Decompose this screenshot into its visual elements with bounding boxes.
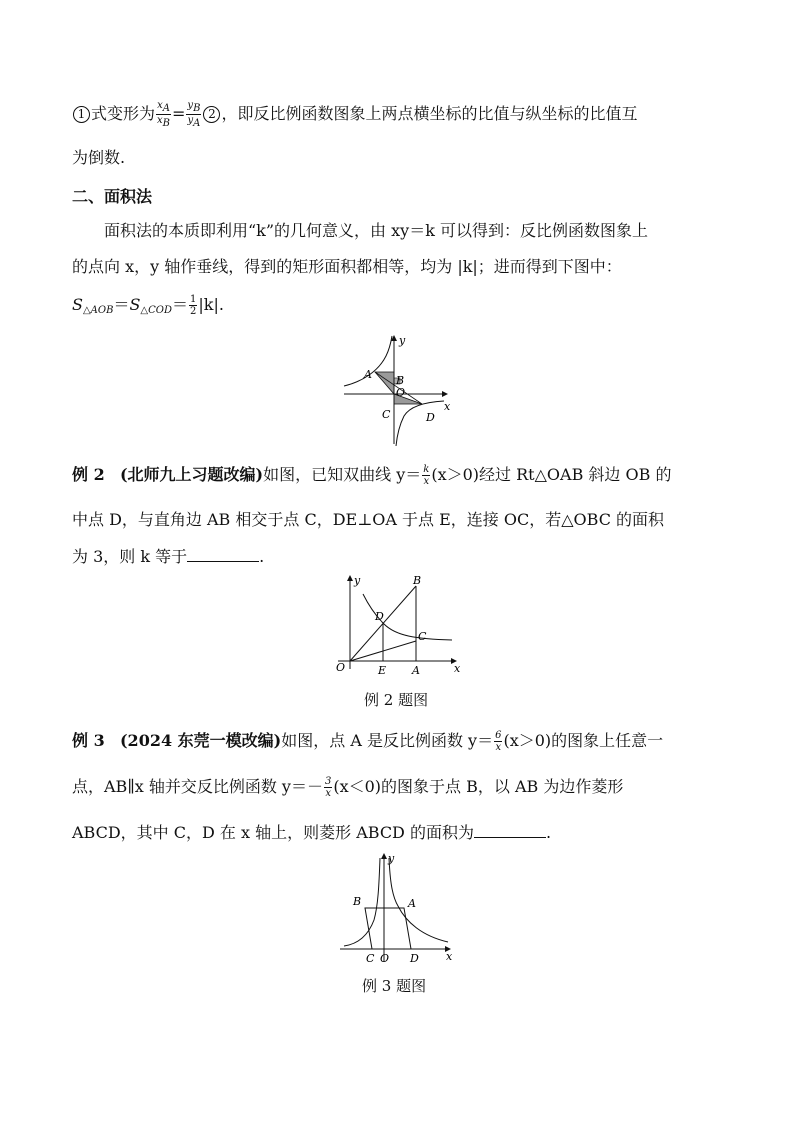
paragraph-2-line-2: 的点向 x，y 轴作垂线，得到的矩形面积都相等，均为 |k|；进而得到下图中：	[72, 257, 622, 276]
example-3-line-1: 例 3 (2024 东莞一模改编)如图，点 A 是反比例函数 y＝ $\frac{6}{x}$ (x＞0)的图象上任意一	[72, 730, 664, 753]
circled-number-2: 2	[203, 106, 220, 123]
figure-2-caption: 例 2 题图	[364, 691, 429, 709]
label-A: A	[408, 897, 416, 910]
p1-after: ，即反比例函数图象上两点横坐标的比值与纵坐标的比值互	[221, 104, 638, 123]
paragraph-2-line-1: 面积法的本质即利用“k”的几何意义，由 xy＝k 可以得到：反比例函数图象上	[104, 221, 648, 240]
label-A: A	[412, 664, 420, 674]
label-y: y	[399, 334, 406, 347]
label-x: x	[444, 400, 451, 413]
label-C: C	[418, 630, 427, 643]
fraction-3-x: $\frac{3}{x}$	[324, 776, 332, 799]
fraction-k-x: $\frac{k}{x}$	[423, 464, 430, 487]
label-B: B	[413, 574, 422, 587]
example-3-source: (2024 东莞一模改编)	[119, 731, 282, 750]
label-D: D	[426, 411, 435, 424]
label-x: x	[454, 662, 461, 674]
figure-2-right-triangle	[326, 572, 466, 674]
label-C: C	[366, 952, 375, 965]
answer-blank-2[interactable]	[187, 545, 259, 562]
label-D: D	[410, 952, 419, 965]
p1-before: 式变形为	[91, 104, 156, 123]
fraction-one-half: $\frac{1}{2}$	[190, 294, 197, 317]
equals-sign: =	[172, 104, 186, 123]
example-3-line-3: ABCD，其中 C，D 在 x 轴上，则菱形 ABCD 的面积为 .	[72, 823, 552, 842]
hyperbola-right-branch	[389, 858, 448, 942]
label-B: B	[353, 895, 362, 908]
example-2-line-3: 为 3，则 k 等于 .	[72, 547, 265, 566]
x-arrow-icon	[442, 391, 448, 397]
label-x: x	[446, 950, 453, 963]
label-E: E	[378, 664, 387, 674]
answer-blank-3[interactable]	[474, 821, 546, 838]
label-D: D	[375, 610, 384, 623]
label-A: A	[364, 368, 372, 381]
label-O: O	[336, 661, 346, 674]
y-arrow-icon	[347, 575, 353, 581]
label-y: y	[388, 852, 395, 865]
fraction-6-x: $\frac{6}{x}$	[495, 730, 502, 753]
hyperbola-left-branch	[344, 858, 380, 946]
label-O: O	[396, 386, 406, 399]
example-2-line-2: 中点 D，与直角边 AB 相交于点 C，DE⊥OA 于点 E，连接 OC，若△OBC 的面积	[72, 510, 665, 529]
label-B: B	[396, 374, 405, 387]
fraction-yb-ya: $\frac{yB}{yA}$	[187, 100, 201, 129]
figure-3-caption: 例 3 题图	[362, 977, 427, 995]
example-2-line-1: 例 2 (北师九上习题改编)如图，已知双曲线 y＝ $\frac{k}{x}$ (x＞0)经过 Rt△OAB 斜边 OB 的	[72, 464, 672, 487]
figure-3-rhombus	[336, 850, 460, 966]
example-2-label: 例 2	[72, 465, 105, 484]
hyperbola-branch-right	[396, 401, 444, 446]
y-arrow-icon	[381, 853, 387, 859]
paragraph-2-line-3: $S_{\triangle AOB}=S_{\triangle COD}=$ $\frac{1}{2}$ |k|.	[72, 294, 224, 317]
example-3-line-2: 点，AB∥x 轴并交反比例函数 y＝－ $\frac{3}{x}$ (x＜0)的图象于点 B，以 AB 为边作菱形	[72, 776, 624, 799]
circled-number-1: 1	[73, 106, 90, 123]
label-C: C	[382, 408, 391, 421]
rhombus-abcd	[365, 908, 411, 949]
figure-1-hyperbola-areas	[336, 330, 461, 450]
example-2-source: (北师九上习题改编)	[119, 465, 264, 484]
fraction-xa-xb: $\frac{xA}{xB}$	[157, 100, 171, 129]
paragraph-1-line-1	[72, 100, 732, 129]
label-O: O	[380, 952, 390, 965]
section-title: 二、面积法	[72, 187, 153, 206]
paragraph-1-line-2: 为倒数.	[72, 148, 126, 167]
example-3-label: 例 3	[72, 731, 105, 750]
label-y: y	[354, 574, 361, 587]
